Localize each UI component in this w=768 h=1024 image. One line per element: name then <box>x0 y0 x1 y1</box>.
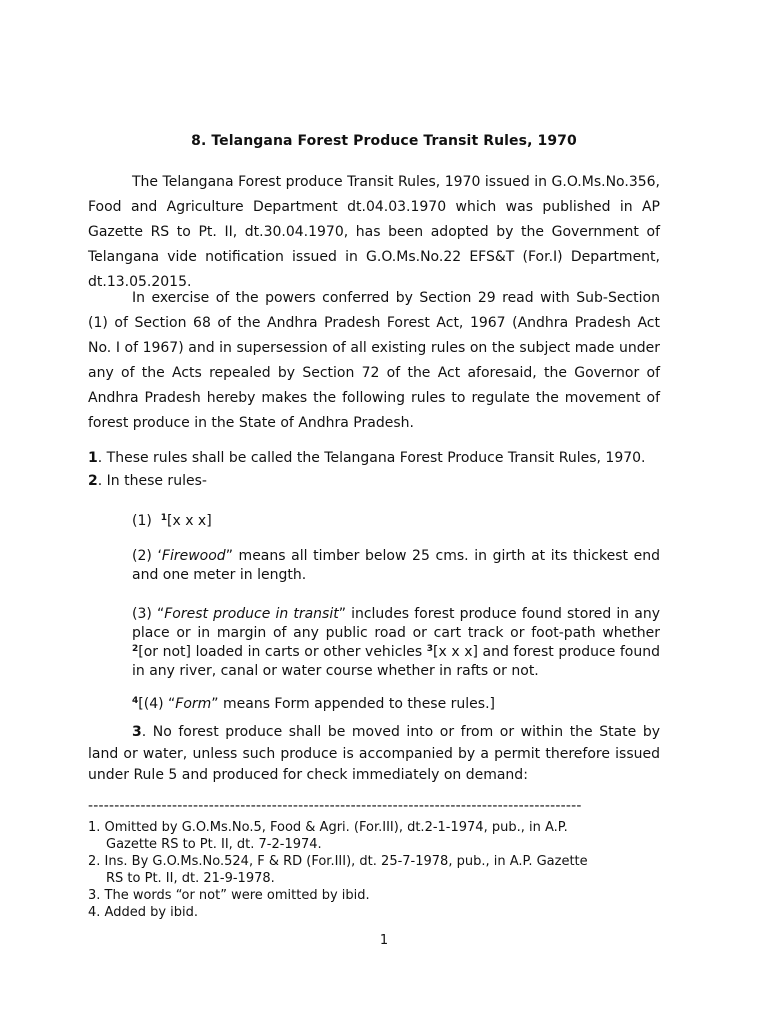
definition-3 <box>132 605 660 681</box>
rule-1-text: . These rules shall be called the Telangana Forest Produce Transit Rules, 1970. <box>97 450 646 466</box>
footnote-mark-3: 3 <box>426 644 434 654</box>
footnote-2 <box>88 853 588 887</box>
footnote-1-line-1: 1. Omitted by G.O.Ms.No.5, Food & Agri. (For.III), dt.2-1-1974, pub., in A.P. <box>88 820 568 835</box>
definition-2-term: Firewood <box>161 548 226 564</box>
footnote-mark-4: 4 <box>132 696 139 706</box>
definition-1 <box>132 512 660 531</box>
definition-3-term: Forest produce in transit <box>164 606 339 622</box>
rule-1-number: 1 <box>88 450 98 466</box>
rule-2-text: . In these rules- <box>97 473 207 489</box>
footnote-separator: ---------------------------------------------------------------------------------------------- <box>88 798 582 814</box>
definition-3-text-a: ” includes forest produce found stored in any place or in margin of any public road or cart track or foot-path whether <box>132 606 660 641</box>
footnote-2-line-1: 2. Ins. By G.O.Ms.No.524, F & RD (For.III), dt. 25-7-1978, pub., in A.P. Gazette <box>88 854 588 869</box>
definition-2-prefix: (2) ‘ <box>132 548 162 564</box>
footnote-1 <box>88 819 568 853</box>
rule-3-number: 3 <box>132 724 142 740</box>
footnote-mark-2: 2 <box>132 644 139 654</box>
footnote-4: 4. Added by ibid. <box>88 905 199 920</box>
preamble-paragraph: In exercise of the powers conferred by Section 29 read with Sub-Section (1) of Section 68 of the Andhra Pradesh Forest Act, 1967 (Andhra Pradesh Act No. I of 1967) and in supersession of all existing rules on the subject made under any of the Acts repealed by Section 72 of the Act aforesaid, the Governor of Andhra Pradesh hereby makes the following rules to regulate the movement of forest produce in the State of Andhra Pradesh. <box>88 290 660 431</box>
rule-1 <box>88 450 646 466</box>
rule-3-text: . No forest produce shall be moved into or from or within the State by land or water, unless such produce is accompanied by a permit therefore issued under Rule 5 and produced for check immediately on demand: <box>88 724 660 783</box>
rule-3 <box>88 722 660 787</box>
definition-4-prefix: [(4) “ <box>138 696 176 712</box>
intro-paragraph: The Telangana Forest produce Transit Rules, 1970 issued in G.O.Ms.No.356, Food and Agriculture Department dt.04.03.1970 which was published in AP Gazette RS to Pt. II, dt.30.04.1970, has been adopted by the Government of Telangana vide notification issued in G.O.Ms.No.22 EFS&T (For.I) Department, dt.13.05.2015. <box>88 174 660 290</box>
footnote-3: 3. The words “or not” were omitted by ibid. <box>88 888 370 903</box>
rule-2 <box>88 473 207 489</box>
definition-3-prefix: (3) “ <box>132 606 165 622</box>
definition-2 <box>132 547 660 585</box>
definition-1-text: [x x x] <box>167 513 212 529</box>
definition-2-text: ” means all timber below 25 cms. in girth at its thickest end and one meter in length. <box>132 548 660 583</box>
rule-2-number: 2 <box>88 473 98 489</box>
footnote-mark-1: 1 <box>160 513 167 523</box>
page-number: 1 <box>379 933 389 948</box>
definition-4-text: ” means Form appended to these rules.] <box>211 696 495 712</box>
document-title: 8. Telangana Forest Produce Transit Rules, 1970 <box>191 133 577 149</box>
footnote-1-line-2: Gazette RS to Pt. II, dt. 7-2-1974. <box>106 837 322 852</box>
footnote-2-line-2: RS to Pt. II, dt. 21-9-1978. <box>106 871 275 886</box>
definition-3-text-b: [or not] loaded in carts or other vehicles <box>138 644 427 660</box>
definition-4-term: Form <box>175 696 212 712</box>
definition-3-text-c: [x x x] and forest produce found in any river, canal or water course whether in rafts or not. <box>132 644 660 679</box>
definition-4 <box>132 695 660 714</box>
definition-1-prefix: (1) <box>132 513 161 529</box>
